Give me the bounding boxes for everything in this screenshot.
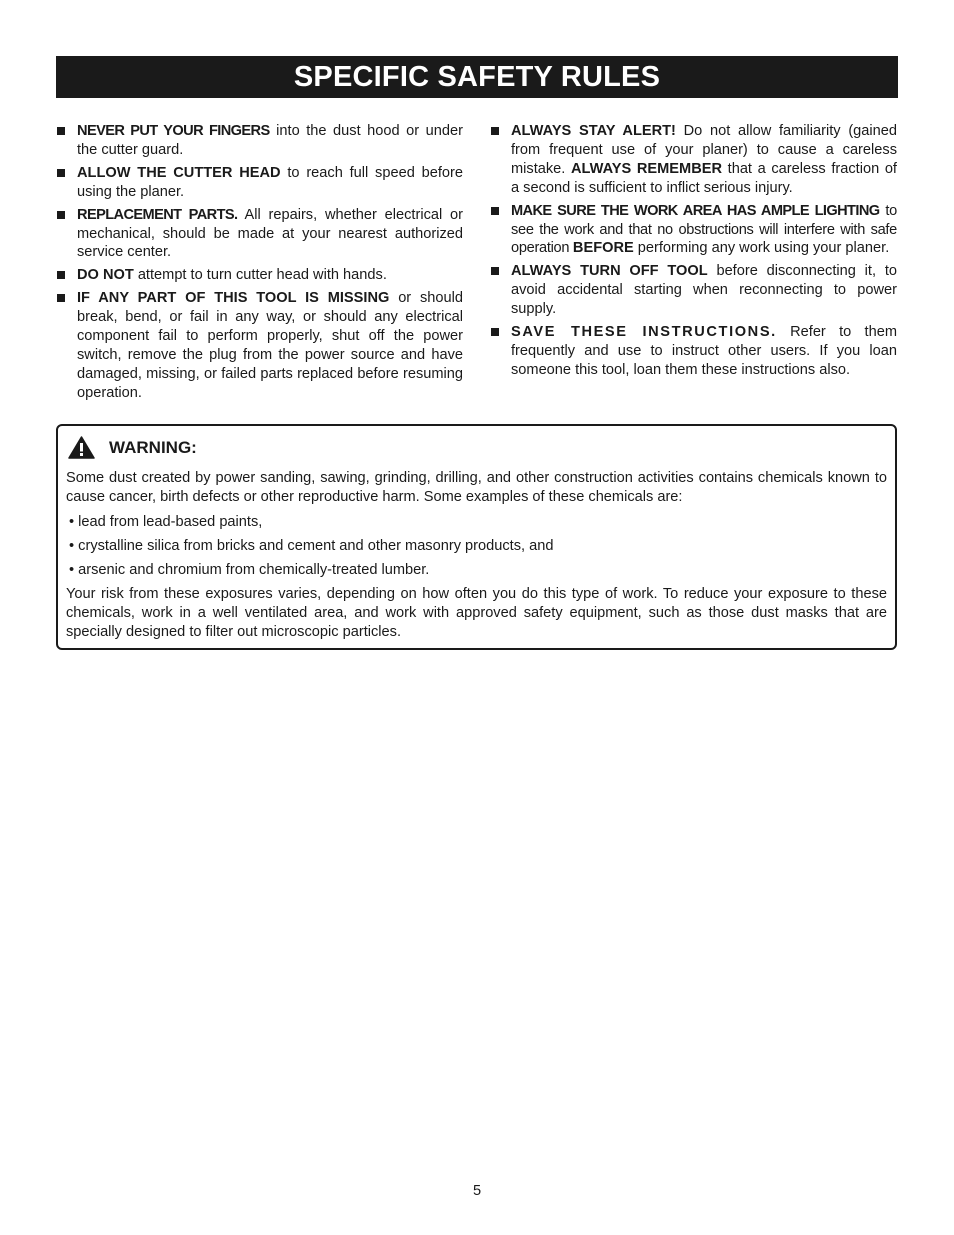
rule-heading: MAKE SURE THE WORK AREA HAS AMPLE LIGHTING [511,202,880,219]
list-item: • crystalline silica from bricks and cement and other masonry products, and [69,538,554,554]
rule-heading: NEVER PUT YOUR FINGERS [77,123,270,139]
square-bullet-icon [57,211,65,219]
square-bullet-icon [57,169,65,177]
rule-text: performing any work using your planer. [633,240,890,257]
rule-text: that a careless fraction of a second is sufficient to inflict serious injury. [511,160,897,196]
warning-intro: Some dust created by power sanding, sawing, grinding, drilling, and other construction activities contains chemicals known to cause cancer, birth defects or other reproductive harm. Some examples of these chemicals are: [66,470,887,505]
square-bullet-icon [491,207,499,215]
rule-text: to see the work and that no obstructions will interfere with safe operation [511,202,897,257]
list-item: • arsenic and chromium from chemically-treated lumber. [69,562,430,578]
square-bullet-icon [57,127,65,135]
rule-heading: REPLACEMENT PARTS. [77,206,238,223]
rule-text: into the dust hood or under the cutter guard. [77,123,464,158]
list-item: • lead from lead-based paints, [69,514,263,530]
rule-heading: SAVE THESE INSTRUCTIONS. [511,324,777,341]
safety-rules-left-column [57,122,463,407]
rule-item [57,289,463,402]
warning-outro: Your risk from these exposures varies, depending on how often you do this type of work. To reduce your exposure to these chemicals, work in a well ventilated area, and work with approved safety equipment, such as those dust masks that are specially designed to filter out microscopic particles. [66,586,887,640]
rule-emphasis: BEFORE [572,240,634,257]
square-bullet-icon [491,328,499,336]
rule-item [491,262,897,319]
safety-rules-right-column [491,122,897,384]
rule-heading: IF ANY PART OF THIS TOOL IS MISSING [77,290,390,307]
warning-body [66,469,887,642]
warning-triangle-icon [68,436,95,459]
rule-item [491,122,897,198]
rule-item [57,206,463,263]
rule-heading: ALWAYS TURN OFF TOOL [511,263,708,280]
page-title: SPECIFIC SAFETY RULES [56,56,898,98]
rule-text: All repairs, whether electrical or mechanical, should be made at your nearest authorized service center. [77,206,463,261]
rule-heading: ALWAYS STAY ALERT! [511,123,676,139]
rule-text: Do not allow familiarity (gained from frequent use of your planer) to cause a careless mistake. [511,123,898,177]
square-bullet-icon [57,271,65,279]
rule-heading: ALLOW THE CUTTER HEAD [77,164,281,181]
warning-box [56,424,897,650]
rule-item [491,323,897,380]
rule-item [491,202,897,259]
warning-title: WARNING: [109,437,197,457]
rule-text: attempt to turn cutter head with hands. [133,267,387,284]
square-bullet-icon [491,267,499,275]
rule-emphasis: ALWAYS REMEMBER [570,160,723,177]
rule-text: before disconnecting it, to avoid accidental starting when reconnecting to power supply. [511,263,897,318]
rule-item [57,164,463,202]
page-number: 5 [472,1183,482,1199]
square-bullet-icon [57,294,65,302]
warning-header [68,436,197,459]
rule-heading: DO NOT [77,267,134,284]
rule-text: to reach full speed before using the planer. [77,164,463,200]
rule-text: or should break, bend, or fail in any way, or should any electrical component fail to perform properly, shut off the power switch, remove the plug from the power source and have damaged, missing, or failed parts replaced before resuming operation. [77,290,463,401]
rule-item [57,122,463,160]
square-bullet-icon [491,127,499,135]
rule-text: Refer to them frequently and use to instruct other users. If you loan someone this tool, loan them these instructions also. [511,324,897,378]
chemical-list [66,513,887,580]
rule-item [57,266,463,285]
